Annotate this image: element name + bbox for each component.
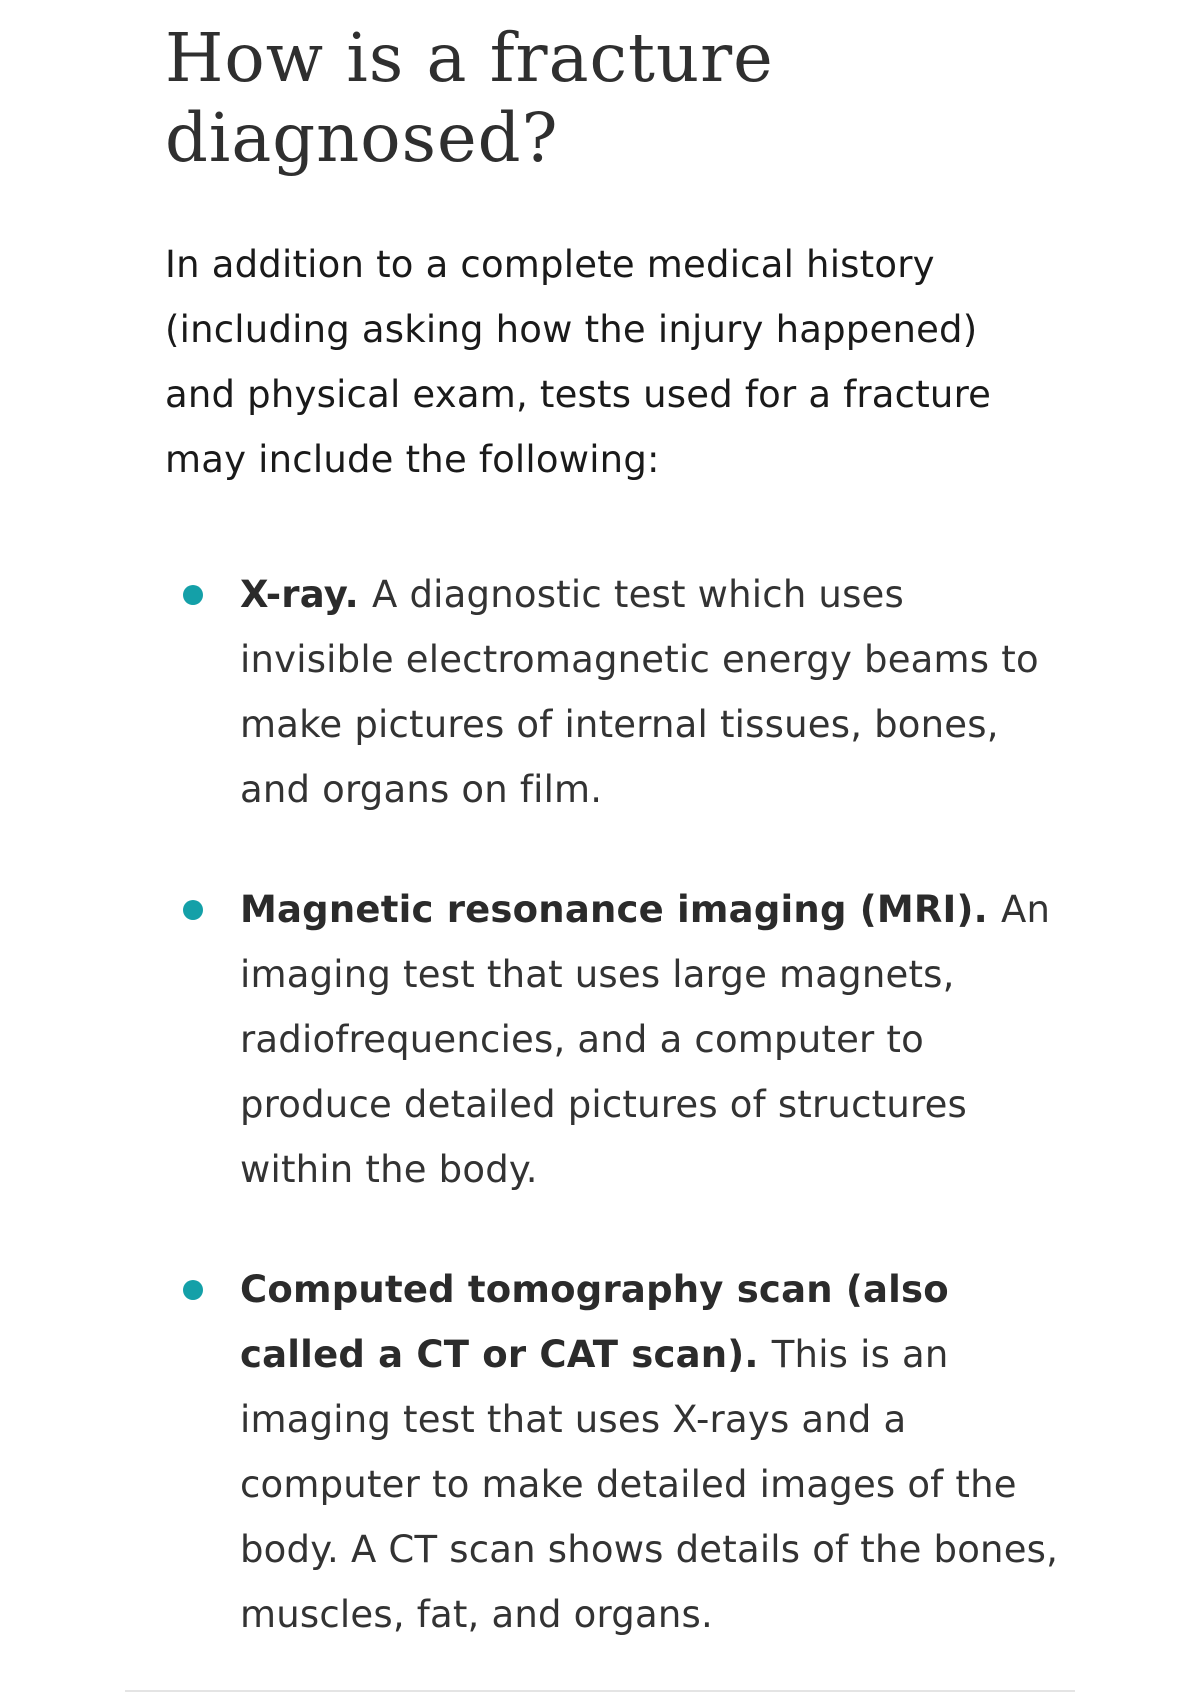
test-term: X-ray. xyxy=(240,573,373,616)
test-term: Magnetic resonance imaging (MRI). xyxy=(240,888,1001,931)
test-description: An imaging test that uses large magnets, radiofrequencies, and a computer to produce detailed pictures of structures within the body. xyxy=(240,888,1051,1191)
section-divider xyxy=(125,1690,1075,1692)
test-term: Computed tomography scan (also called a CT or CAT scan). xyxy=(240,1268,949,1376)
intro-paragraph: In addition to a complete medical history (including asking how the injury happened) and physical exam, tests used for a fracture may include the following: xyxy=(165,243,992,481)
test-description: A diagnostic test which uses invisible electromagnetic energy beams to make pictures of internal tissues, bones, and organs on film. xyxy=(240,573,1039,811)
bullet-icon xyxy=(183,585,203,605)
page-title: How is a fracture diagnosed? xyxy=(165,19,774,177)
diagnostic-tests-list xyxy=(165,562,1065,1647)
list-item-xray xyxy=(165,562,1065,822)
list-item-ct-scan xyxy=(165,1257,1065,1647)
bullet-icon xyxy=(183,1280,203,1300)
test-description: This is an imaging test that uses X-rays and a computer to make detailed images of the body. A CT scan shows details of the bones, muscles, fat, and organs. xyxy=(240,1333,1059,1636)
list-item-mri xyxy=(165,877,1065,1202)
bullet-icon xyxy=(183,900,203,920)
